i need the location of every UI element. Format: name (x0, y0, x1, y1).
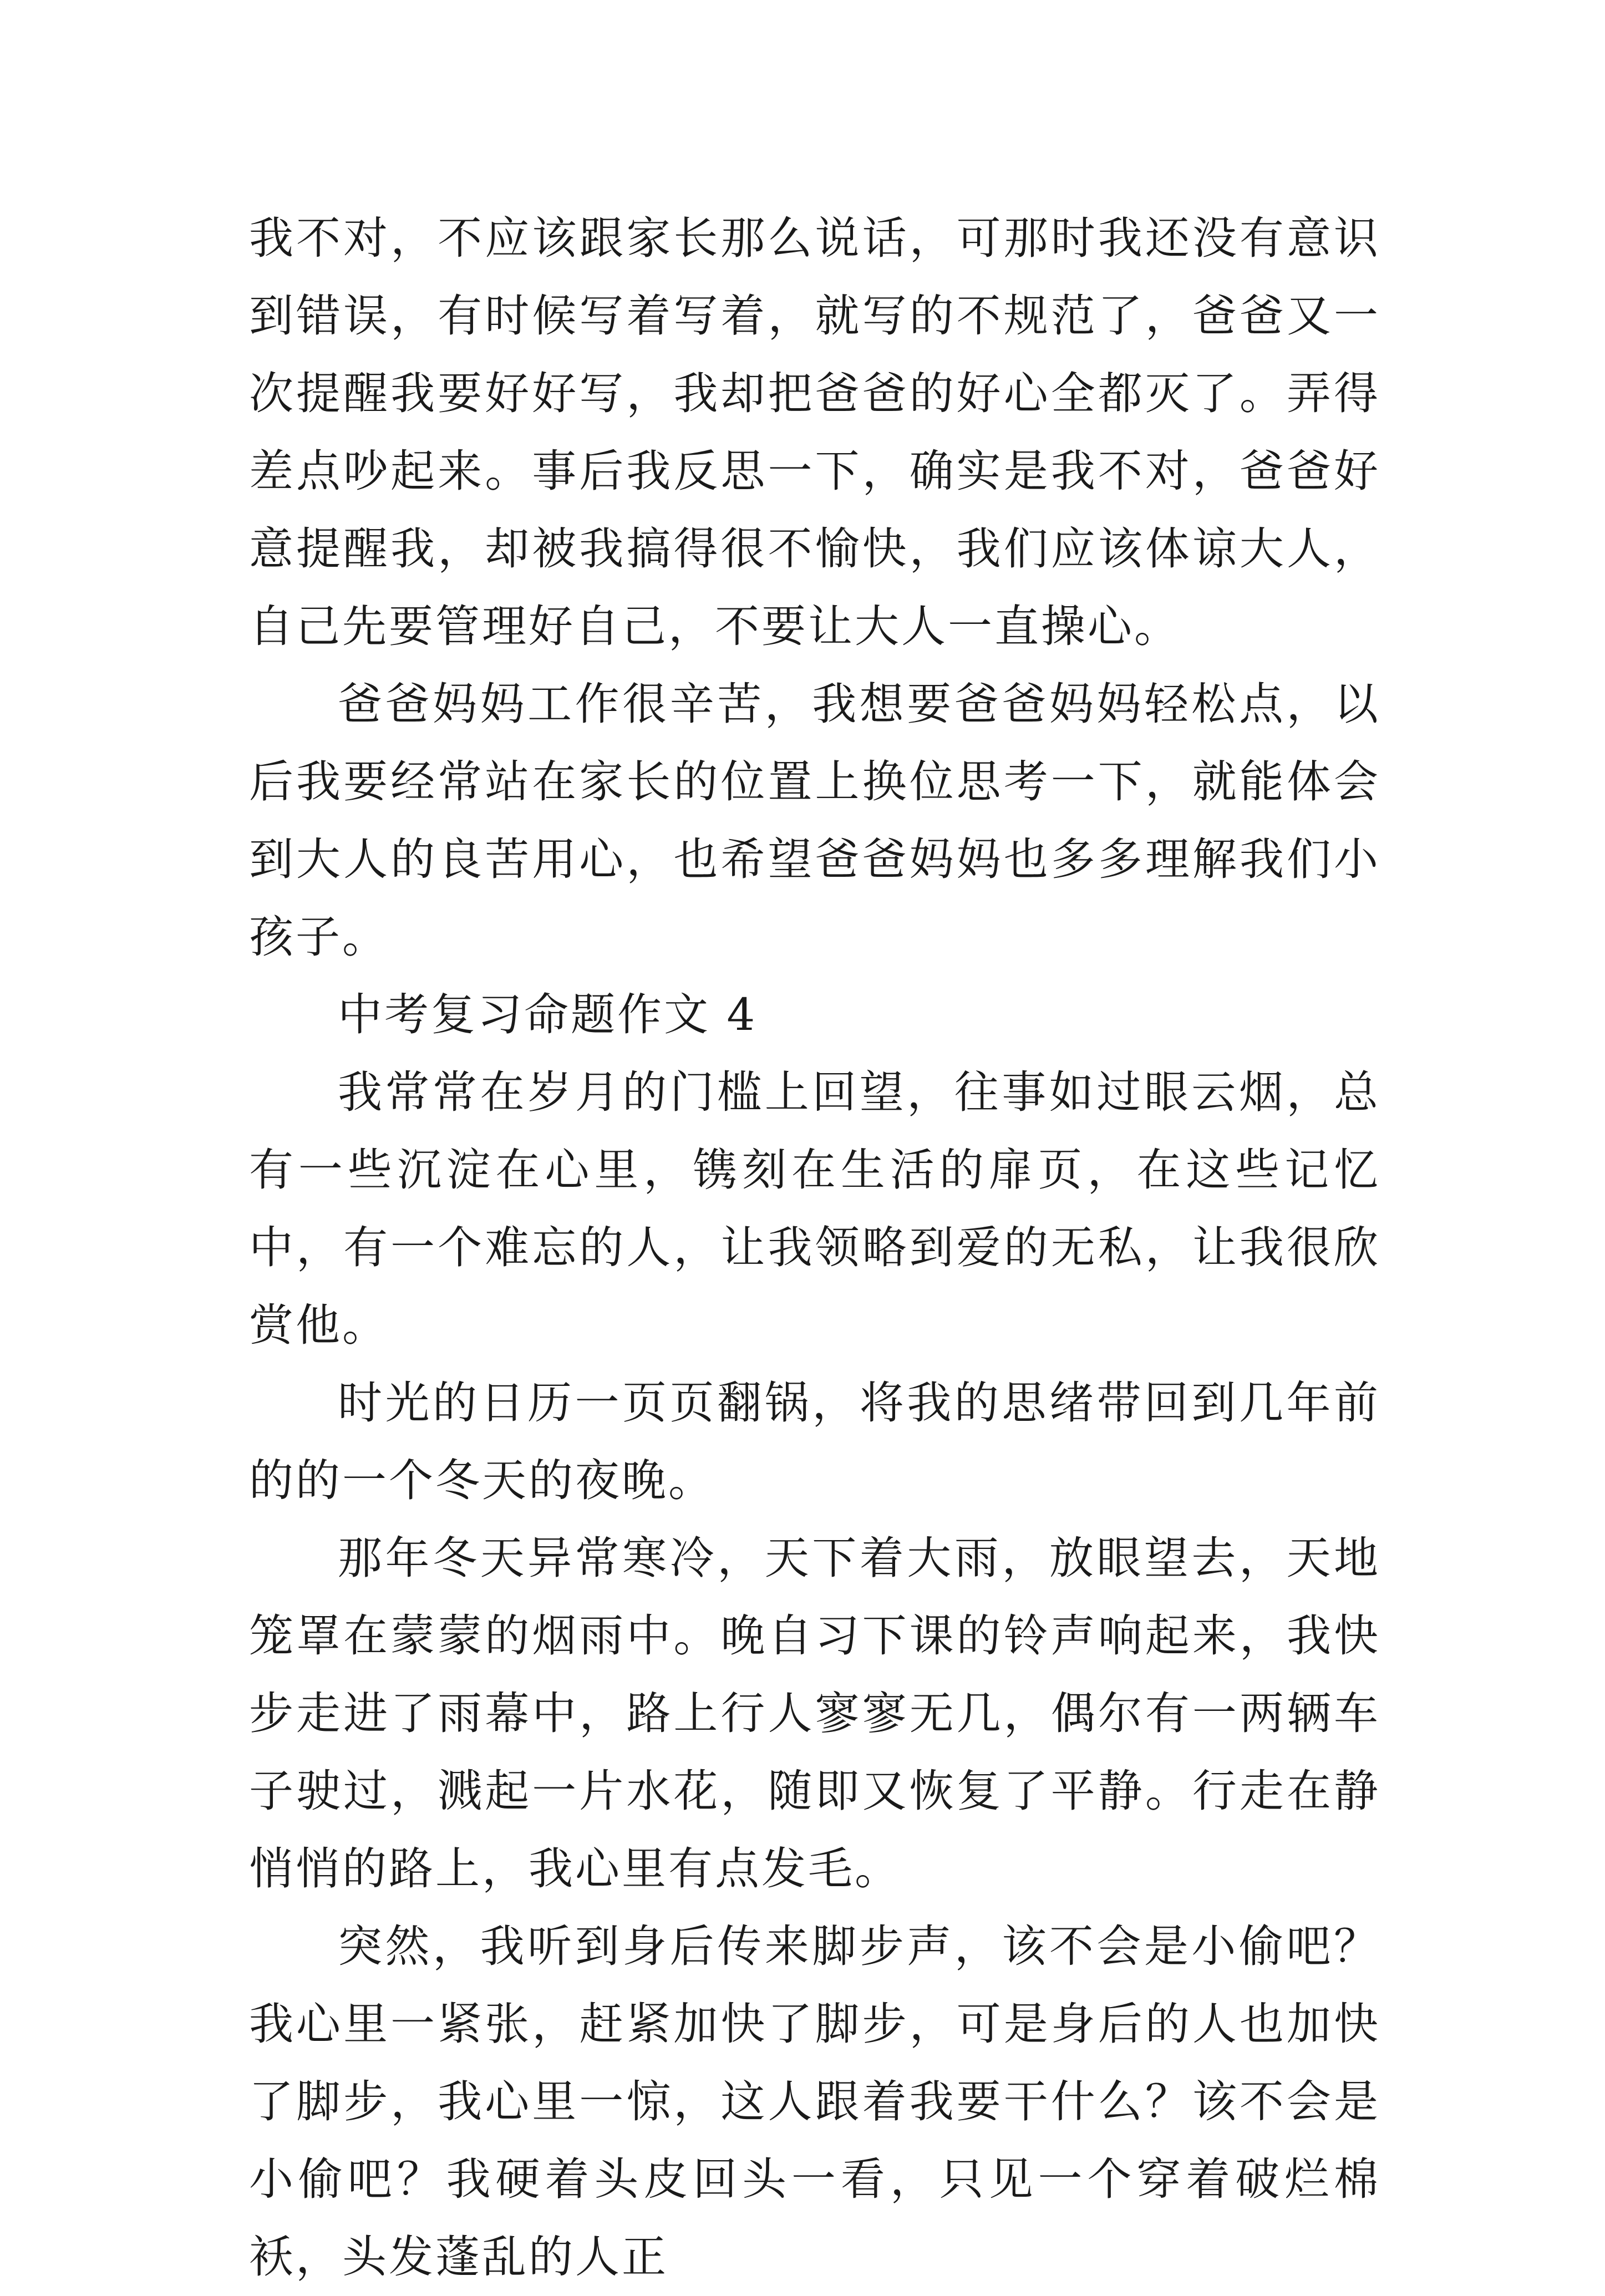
section-heading: 中考复习命题作文 4 (338, 989, 758, 1040)
paragraph: 那年冬天异常寒冷，天下着大雨，放眼望去，天地笼罩在蒙蒙的烟雨中。晚自习下课的铃声响起来，我快步走进了雨幕中，路上行人寥寥无几，偶尔有一两辆车子驶过，溅起一片水花，随即又恢复了平静。行走在静悄悄的路上，我心里有点发毛。 (249, 1532, 1380, 1894)
paragraph: 爸爸妈妈工作很辛苦，我想要爸爸妈妈轻松点，以后我要经常站在家长的位置上换位思考一下，就能体会到大人的良苦用心，也希望爸爸妈妈也多多理解我们小孩子。 (249, 678, 1380, 963)
paragraph-continuation: 我不对，不应该跟家长那么说话，可那时我还没有意识到错误，有时候写着写着，就写的不规范了，爸爸又一次提醒我要好好写，我却把爸爸的好心全都灭了。弄得差点吵起来。事后我反思一下，确实是我不对，爸爸好意提醒我，却被我搞得很不愉快，我们应该体谅大人，自己先要管理好自己，不要让大人一直操心。 (249, 212, 1380, 652)
paragraph: 我常常在岁月的门槛上回望，往事如过眼云烟，总有一些沉淀在心里，镌刻在生活的扉页，在这些记忆中，有一个难忘的人，让我领略到爱的无私，让我很欣赏他。 (249, 1066, 1380, 1351)
document-body (249, 200, 1380, 2296)
paragraph: 时光的日历一页页翻锅，将我的思绪带回到几年前的的一个冬天的夜晚。 (249, 1377, 1380, 1506)
paragraph: 突然，我听到身后传来脚步声，该不会是小偷吧？我心里一紧张，赶紧加快了脚步，可是身后的人也加快了脚步，我心里一惊，这人跟着我要干什么？该不会是小偷吧？我硬着头皮回头一看，只见一个穿着破烂棉袄，头发蓬乱的人正 (249, 1921, 1380, 2283)
